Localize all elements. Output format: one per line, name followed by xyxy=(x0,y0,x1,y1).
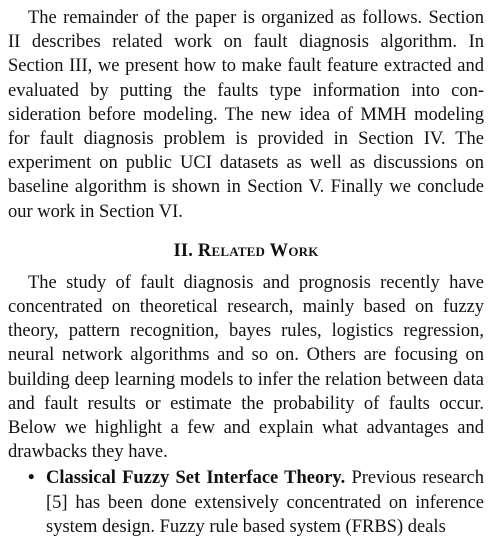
bullet-title: Classical Fuzzy Set Interface Theory. xyxy=(46,468,346,489)
bullet-list xyxy=(8,466,484,539)
section-heading: II. Related Work xyxy=(173,240,319,261)
bullet-item-fuzzy-set xyxy=(28,466,484,539)
related-work-paragraph: The study of fault diagnosis and prognosis recently have concentrated on theoretical research, mainly based on fuzzy theory, pattern recognition, bayes rules, logistics regression, neural network algorithms and so on. Others are focusing on building deep learning models to infer the relation between data and fault results or estimate the probability of faults occur. Below we highlight a few and explain what advantages and drawbacks they have. xyxy=(8,272,484,463)
bullet-text: Previous research [5] has been done extensively concentrated on inference system design. Fuzzy rule based system (FRBS) deals xyxy=(46,468,484,537)
bullet-marker: • xyxy=(28,468,35,489)
paper-page xyxy=(8,6,484,539)
intro-paragraph: The remainder of the paper is organized as follows. Section II describes related work on fault diagnosis algorithm. In Section III, we present how to make fault feature extracted and evaluated by putting the faults type information into consideration before modeling. The new idea of MMH modeling for fault diagnosis problem is provided in Section IV. The experiment on public UCI datasets as well as discussions on baseline algorithm is shown in Section V. Finally we conclude our work in Section VI. xyxy=(8,8,484,222)
